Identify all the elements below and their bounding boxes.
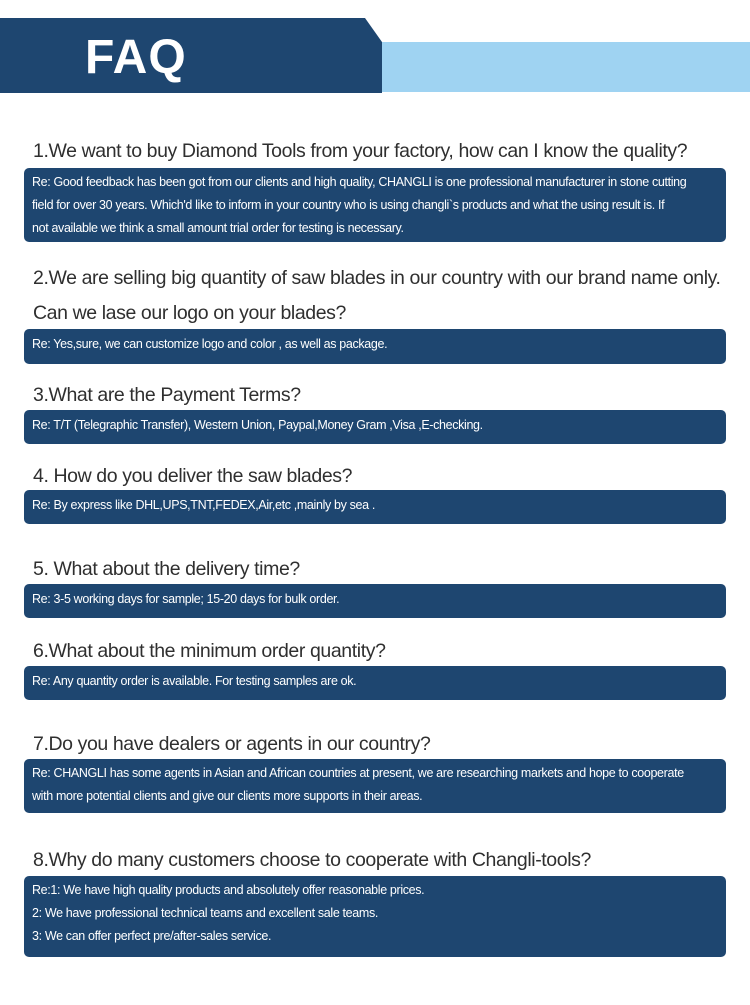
faq-banner xyxy=(0,0,750,95)
banner-dark-tab xyxy=(0,18,382,93)
faq-answer-4-line-1: Re: By express like DHL,UPS,TNT,FEDEX,Air,etc ,mainly by sea . xyxy=(32,498,375,512)
faq-answer-5 xyxy=(24,584,726,618)
faq-answer-3-line-1: Re: T/T (Telegraphic Transfer), Western Union, Paypal,Money Gram ,Visa ,E-checking. xyxy=(32,418,483,432)
faq-question-2-line-1: 2.We are selling big quantity of saw blades in our country with our brand name only. xyxy=(33,267,721,289)
faq-answer-5-line-1: Re: 3-5 working days for sample; 15-20 days for bulk order. xyxy=(32,592,340,606)
faq-question-6: 6.What about the minimum order quantity? xyxy=(33,640,386,662)
faq-answer-8 xyxy=(24,876,726,957)
faq-answer-7 xyxy=(24,759,726,813)
faq-answer-4 xyxy=(24,490,726,524)
faq-answer-8-line-2: 2: We have professional technical teams and excellent sale teams. xyxy=(32,906,378,920)
faq-answer-8-line-3: 3: We can offer perfect pre/after-sales service. xyxy=(32,929,272,943)
faq-answer-3 xyxy=(24,410,726,444)
faq-answer-1-line-1: Re: Good feedback has been got from our clients and high quality, CHANGLI is one professional manufacturer in stone cutting xyxy=(32,175,687,189)
faq-answer-6 xyxy=(24,666,726,700)
faq-question-2-line-2: Can we lase our logo on your blades? xyxy=(33,302,346,324)
faq-answer-7-line-2: with more potential clients and give our clients more supports in their areas. xyxy=(32,789,423,803)
faq-question-1: 1.We want to buy Diamond Tools from your factory, how can I know the quality? xyxy=(33,140,688,162)
faq-answer-1 xyxy=(24,168,726,242)
faq-question-4: 4. How do you deliver the saw blades? xyxy=(33,465,353,487)
faq-question-5: 5. What about the delivery time? xyxy=(33,558,300,580)
faq-question-7: 7.Do you have dealers or agents in our country? xyxy=(33,733,431,755)
faq-answer-1-line-2: field for over 30 years. Which'd like to inform in your country who is using changli`s products and what the using result is. If xyxy=(32,198,665,212)
faq-question-3: 3.What are the Payment Terms? xyxy=(33,384,301,406)
faq-answer-1-line-3: not available we think a small amount trial order for testing is necessary. xyxy=(32,221,404,235)
page-title: FAQ xyxy=(85,31,187,84)
faq-answer-2-line-1: Re: Yes,sure, we can customize logo and color , as well as package. xyxy=(32,337,388,351)
faq-answer-2 xyxy=(24,329,726,364)
faq-answer-7-line-1: Re: CHANGLI has some agents in Asian and African countries at present, we are researching markets and hope to cooperate xyxy=(32,766,684,780)
banner-light-stripe xyxy=(365,42,750,92)
faq-answer-8-line-1: Re:1: We have high quality products and absolutely offer reasonable prices. xyxy=(32,883,425,897)
faq-answer-6-line-1: Re: Any quantity order is available. For testing samples are ok. xyxy=(32,674,357,688)
faq-question-8: 8.Why do many customers choose to cooperate with Changli-tools? xyxy=(33,849,591,871)
